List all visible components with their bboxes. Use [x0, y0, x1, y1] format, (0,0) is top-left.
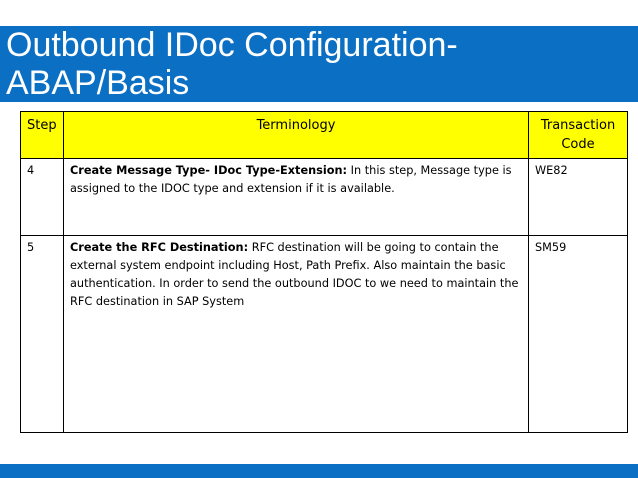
- cell-step: 4: [21, 159, 64, 236]
- cell-terminology: [64, 159, 529, 236]
- steps-table: [20, 111, 628, 433]
- cell-transaction-code: SM59: [529, 236, 628, 433]
- slide-title: Outbound IDoc Configuration- ABAP/Basis: [6, 26, 458, 102]
- cell-transaction-code: WE82: [529, 159, 628, 236]
- term-heading: Create Message Type- IDoc Type-Extension:: [70, 164, 348, 177]
- term-description: In this step, Message type is assigned to the IDOC type and extension if it is available.: [70, 164, 512, 195]
- cell-terminology: [64, 236, 529, 433]
- table-row: [21, 159, 628, 236]
- footer-band: [0, 464, 638, 478]
- header-step: Step: [21, 112, 64, 159]
- cell-step: 5: [21, 236, 64, 433]
- header-transaction-code: Transaction Code: [529, 112, 628, 159]
- term-heading: Create the RFC Destination:: [70, 241, 249, 254]
- table-row: [21, 236, 628, 433]
- term-description: RFC destination will be going to contain the external system endpoint including Host, Path Prefix. Also maintain the basic authentication. In order to send the outbound IDOC to we need to maintain the RFC destination in SAP System: [70, 241, 519, 308]
- table-header-row: [21, 112, 628, 159]
- header-terminology: Terminology: [64, 112, 529, 159]
- title-band: [0, 26, 638, 102]
